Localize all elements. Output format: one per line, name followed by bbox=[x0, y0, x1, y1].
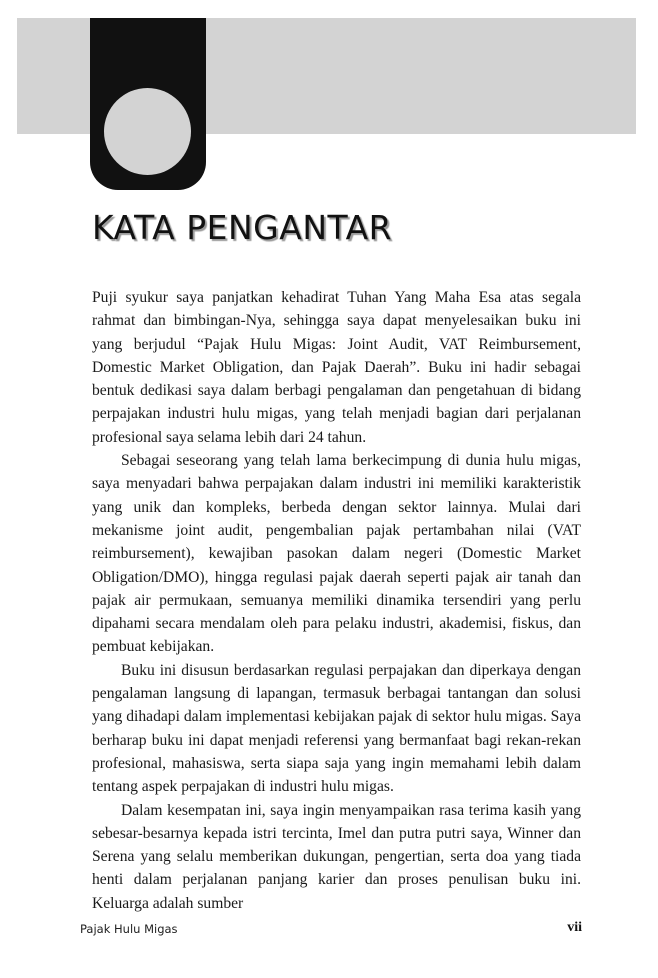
chapter-tab-circle bbox=[104, 88, 191, 175]
paragraph-4: Dalam kesempatan ini, saya ingin menyampaikan rasa terima kasih yang sebesar-besarnya kepada istri tercinta, Imel dan putra putri saya, Winner dan Serena yang selalu memberikan dukungan, pengertian, serta doa yang tiada henti dalam perjalanan panjang karier dan proses penulisan buku ini. Keluarga adalah sumber bbox=[92, 801, 581, 912]
footer-book-title: Pajak Hulu Migas bbox=[80, 922, 178, 936]
paragraph-2: Sebagai seseorang yang telah lama berkecimpung di dunia hulu migas, saya menyadari bahwa perpajakan dalam industri ini memiliki karakteristik yang unik dan kompleks, berbeda dengan sektor lainnya. Mulai dari mekanisme joint audit, pengembalian pajak pertambahan nilai (VAT reimbursement), kewajiban pasokan dalam negeri (Domestic Market Obligation/DMO), hingga regulasi pajak daerah seperti pajak air tanah dan pajak air permukaan, semuanya memiliki dinamika tersendiri yang perlu dipahami secara mendalam oleh para pelaku industri, akademisi, fiskus, dan pembuat kebijakan. bbox=[92, 452, 581, 656]
footer-page-number: vii bbox=[567, 920, 582, 935]
paragraph-1: Puji syukur saya panjatkan kehadirat Tuhan Yang Maha Esa atas segala rahmat dan bimbingan-Nya, sehingga saya dapat menyelesaikan buku ini yang berjudul “Pajak Hulu Migas: Joint Audit, VAT Reimbursement, Domestic Market Obligation, dan Pajak Daerah”. Buku ini hadir sebagai bentuk dedikasi saya dalam berbagi pengalaman dan pengetahuan di bidang perpajakan industri hulu migas, yang telah menjadi bagian dari perjalanan profesional saya selama lebih dari 24 tahun. bbox=[92, 289, 581, 446]
chapter-title: KATA PENGANTAR bbox=[92, 208, 393, 247]
body-text bbox=[92, 286, 581, 915]
paragraph-3: Buku ini disusun berdasarkan regulasi perpajakan dan diperkaya dengan pengalaman langsung di lapangan, termasuk berbagai tantangan dan solusi yang dihadapi dalam implementasi kebijakan pajak di sektor hulu migas. Saya berharap buku ini dapat menjadi referensi yang bermanfaat bagi rekan-rekan profesional, mahasiswa, serta siapa saja yang ingin memahami lebih dalam tentang aspek perpajakan di industri hulu migas. bbox=[92, 661, 581, 796]
